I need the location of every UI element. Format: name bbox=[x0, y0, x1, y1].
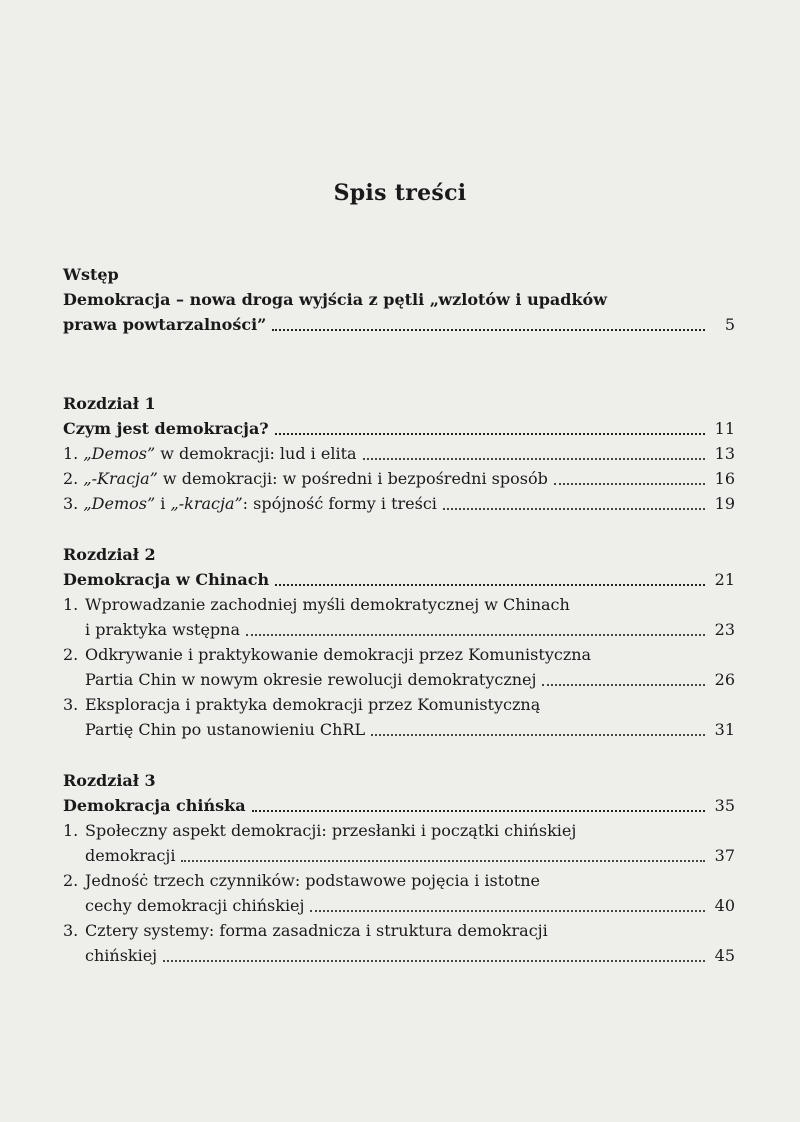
toc-section-intro bbox=[63, 262, 735, 337]
page-number: 35 bbox=[714, 796, 735, 815]
toc-entry[interactable] bbox=[63, 868, 735, 918]
page-number: 21 bbox=[714, 570, 735, 589]
entry-line2: chińskiej bbox=[85, 946, 158, 965]
page-number: 13 bbox=[714, 444, 735, 463]
page-number: 23 bbox=[714, 620, 735, 639]
toc-section-chapter-2 bbox=[63, 542, 735, 742]
entry-number: 3. bbox=[63, 695, 79, 714]
entry-line2: demokracji bbox=[85, 846, 176, 865]
table-of-contents bbox=[63, 262, 735, 994]
entry-number: 1. bbox=[63, 821, 79, 840]
entry-line1: Społeczny aspekt demokracji: przesłanki i początki chińskiej bbox=[85, 821, 577, 840]
dot-leader bbox=[275, 433, 705, 435]
entry-line2: Partia Chin w nowym okresie rewolucji demokratycznej bbox=[85, 670, 537, 689]
toc-section-chapter-3 bbox=[63, 768, 735, 968]
dot-leader bbox=[371, 734, 705, 736]
chapter-heading: Demokracja chińska bbox=[63, 796, 246, 815]
dot-leader bbox=[542, 684, 705, 686]
section-label: Rozdział 3 bbox=[63, 771, 156, 790]
chapter-1-heading-entry[interactable] bbox=[63, 416, 735, 441]
entry-line1: Cztery systemy: forma zasadnicza i struktura demokracji bbox=[85, 921, 548, 940]
chapter-3-heading-entry[interactable] bbox=[63, 793, 735, 818]
toc-entry[interactable] bbox=[63, 918, 735, 968]
entry-line1: Wprowadzanie zachodniej myśli demokratycznej w Chinach bbox=[85, 595, 570, 614]
dot-leader bbox=[252, 810, 705, 812]
dot-leader bbox=[443, 508, 705, 510]
entry-number: 3. bbox=[63, 494, 79, 513]
page-number: 16 bbox=[714, 469, 735, 488]
entry-line2: i praktyka wstępna bbox=[85, 620, 241, 639]
toc-entry[interactable] bbox=[63, 642, 735, 692]
section-label: Rozdział 1 bbox=[63, 394, 156, 413]
toc-entry[interactable] bbox=[63, 692, 735, 742]
page-number: 40 bbox=[714, 896, 735, 915]
entry-italic: „-Kracja” bbox=[83, 469, 158, 488]
entry-title bbox=[63, 491, 437, 516]
chapter-heading: Czym jest demokracja? bbox=[63, 419, 269, 438]
intro-heading-line1: Demokracja – nowa droga wyjścia z pętli „wzlotów i upadków bbox=[63, 290, 607, 309]
dot-leader bbox=[363, 458, 705, 460]
chapter-2-heading-entry[interactable] bbox=[63, 567, 735, 592]
toc-entry[interactable] bbox=[63, 466, 735, 491]
entry-line1: Odkrywanie i praktykowanie demokracji przez Komunistyczna bbox=[85, 645, 592, 664]
dot-leader bbox=[554, 483, 705, 485]
entry-number: 2. bbox=[63, 469, 79, 488]
dot-leader bbox=[181, 860, 705, 862]
page-title: Spis treści bbox=[333, 180, 467, 206]
page-number: 11 bbox=[714, 419, 735, 438]
dot-leader bbox=[246, 634, 705, 636]
entry-italic: „Demos” bbox=[83, 444, 156, 463]
entry-text: : spójność formy i treści bbox=[242, 494, 437, 513]
intro-heading-line2: prawa powtarzalności” bbox=[63, 315, 267, 334]
page-number: 37 bbox=[714, 846, 735, 865]
entry-number: 1. bbox=[63, 595, 79, 614]
entry-italic: „-kracja” bbox=[170, 494, 243, 513]
toc-entry[interactable] bbox=[63, 818, 735, 868]
entry-italic: „Demos” bbox=[83, 494, 156, 513]
entry-line1: Jednośċ trzech czynników: podstawowe pojęcia i istotne bbox=[85, 871, 540, 890]
page-number: 31 bbox=[714, 720, 735, 739]
toc-section-chapter-1 bbox=[63, 391, 735, 516]
toc-entry[interactable] bbox=[63, 592, 735, 642]
entry-text: i bbox=[155, 494, 171, 513]
toc-entry[interactable] bbox=[63, 491, 735, 516]
dot-leader bbox=[163, 960, 705, 962]
dot-leader bbox=[275, 584, 705, 586]
toc-entry[interactable] bbox=[63, 441, 735, 466]
dot-leader bbox=[310, 910, 705, 912]
section-label: Rozdział 2 bbox=[63, 545, 156, 564]
intro-heading-entry[interactable] bbox=[63, 312, 735, 337]
page-number: 45 bbox=[714, 946, 735, 965]
entry-line2: Partię Chin po ustanowieniu ChRL bbox=[85, 720, 366, 739]
dot-leader bbox=[272, 329, 705, 331]
entry-text: w demokracji: lud i elita bbox=[155, 444, 357, 463]
section-label: Wstęp bbox=[63, 265, 119, 284]
page-number: 19 bbox=[714, 494, 735, 513]
chapter-heading: Demokracja w Chinach bbox=[63, 570, 270, 589]
page-number: 5 bbox=[724, 315, 735, 334]
entry-text: w demokracji: w pośredni i bezpośredni sposób bbox=[157, 469, 548, 488]
entry-title bbox=[63, 441, 357, 466]
entry-number: 3. bbox=[63, 921, 79, 940]
entry-number: 2. bbox=[63, 871, 79, 890]
entry-number: 2. bbox=[63, 645, 79, 664]
entry-line1: Eksploracja i praktyka demokracji przez Komunistyczną bbox=[85, 695, 541, 714]
entry-line2: cechy demokracji chińskiej bbox=[85, 896, 305, 915]
page-number: 26 bbox=[714, 670, 735, 689]
entry-number: 1. bbox=[63, 444, 79, 463]
entry-title bbox=[63, 466, 548, 491]
